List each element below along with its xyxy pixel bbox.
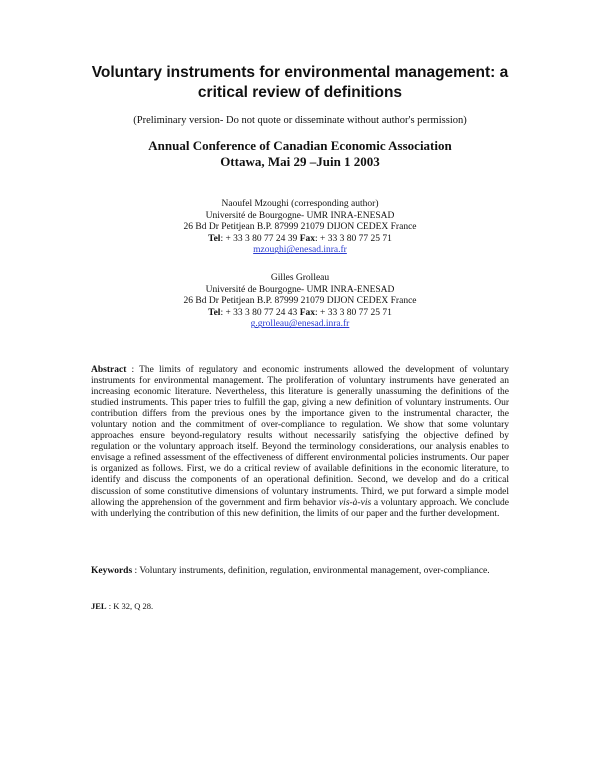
keywords-label: Keywords [91,566,133,576]
keywords-paragraph [91,566,509,577]
jel-text: : K 32, Q 28. [106,601,154,611]
author-name: Gilles Grolleau [270,273,330,283]
author-address: 26 Bd Dr Petitjean B.P. 87999 21079 DIJON CEDEX France [183,296,417,307]
keywords-text: : Voluntary instruments, definition, regulation, environmental management, over-compliance. [132,566,490,576]
tel-number: : + 33 3 80 77 24 43 [220,307,298,318]
title-line-1: Voluntary instruments for environmental management: a [91,64,509,81]
author-phone-fax [80,308,520,320]
paper-title [60,63,540,103]
conference-place-date: Ottawa, Mai 29 –Juin 1 2003 [220,154,380,169]
tel-label: Tel [208,233,221,244]
tel-number: : + 33 3 80 77 24 39 [220,233,298,244]
abstract-text-end: a voluntary approach. We conclude with underlying the contribution of this new definition, the limits of our paper and the further development. [91,497,509,519]
fax-number: : + 33 3 80 77 25 71 [315,233,392,244]
jel-label: JEL [91,601,107,611]
author-block-1 [80,199,520,257]
fax-label: Fax [299,307,315,318]
author-affiliation: Université de Bourgogne- UMR INRA-ENESAD [205,210,395,221]
abstract-italic-term: vis-à-vis [338,497,372,508]
author-email-link[interactable]: mzoughi@enesad.inra.fr [253,245,347,256]
abstract-text: : The limits of regulatory and economic instruments allowed the development of voluntary instruments for environmental management. The proliferation of voluntary instruments have generated an increasing economic literature. Nevertheless, this literature is generally unassuming the definitions of the studied instruments. This paper tries to fulfill the gap, giving a new definition of voluntary instruments. Our contribution differs from the previous ones by the importance given to the instrumental character, the voluntary notion and the commitment of over-compliance to regulation. We show that some voluntary approaches ensure beyond-regulatory results without necessarily satisfying the objective defined by regulation or the voluntary approach itself. Beyond the terminology considerations, our analysis enables to envisage a refined assessment of the effectiveness of different environmental policies instruments. Our paper is organized as follows. First, we do a critical review of available definitions in the economic literature, to identify and discuss the components of an operational definition. Second, we develop and do a critical discussion of some constitutive dimensions of voluntary instruments. Third, we put forward a simple model allowing the apprehension of the government and firm behavior [91,365,509,508]
conference-info [60,138,540,170]
preliminary-note: (Preliminary version- Do not quote or disseminate without author's permission) [133,115,467,126]
abstract-label: Abstract [91,365,127,375]
author-affiliation: Université de Bourgogne- UMR INRA-ENESAD [205,284,395,295]
title-line-2: critical review of definitions [197,84,403,101]
author-phone-fax [80,234,520,246]
fax-number: : + 33 3 80 77 25 71 [315,307,392,318]
jel-codes [91,601,509,612]
author-block-2 [80,273,520,331]
abstract-paragraph [91,365,509,520]
author-email-link[interactable]: g.grolleau@enesad.inra.fr [250,319,350,330]
fax-label: Fax [299,233,315,244]
author-address: 26 Bd Dr Petitjean B.P. 87999 21079 DIJON CEDEX France [183,222,417,233]
conference-name: Annual Conference of Canadian Economic Association [148,138,452,153]
tel-label: Tel [208,307,221,318]
author-name: Naoufel Mzoughi (corresponding author) [221,199,379,209]
